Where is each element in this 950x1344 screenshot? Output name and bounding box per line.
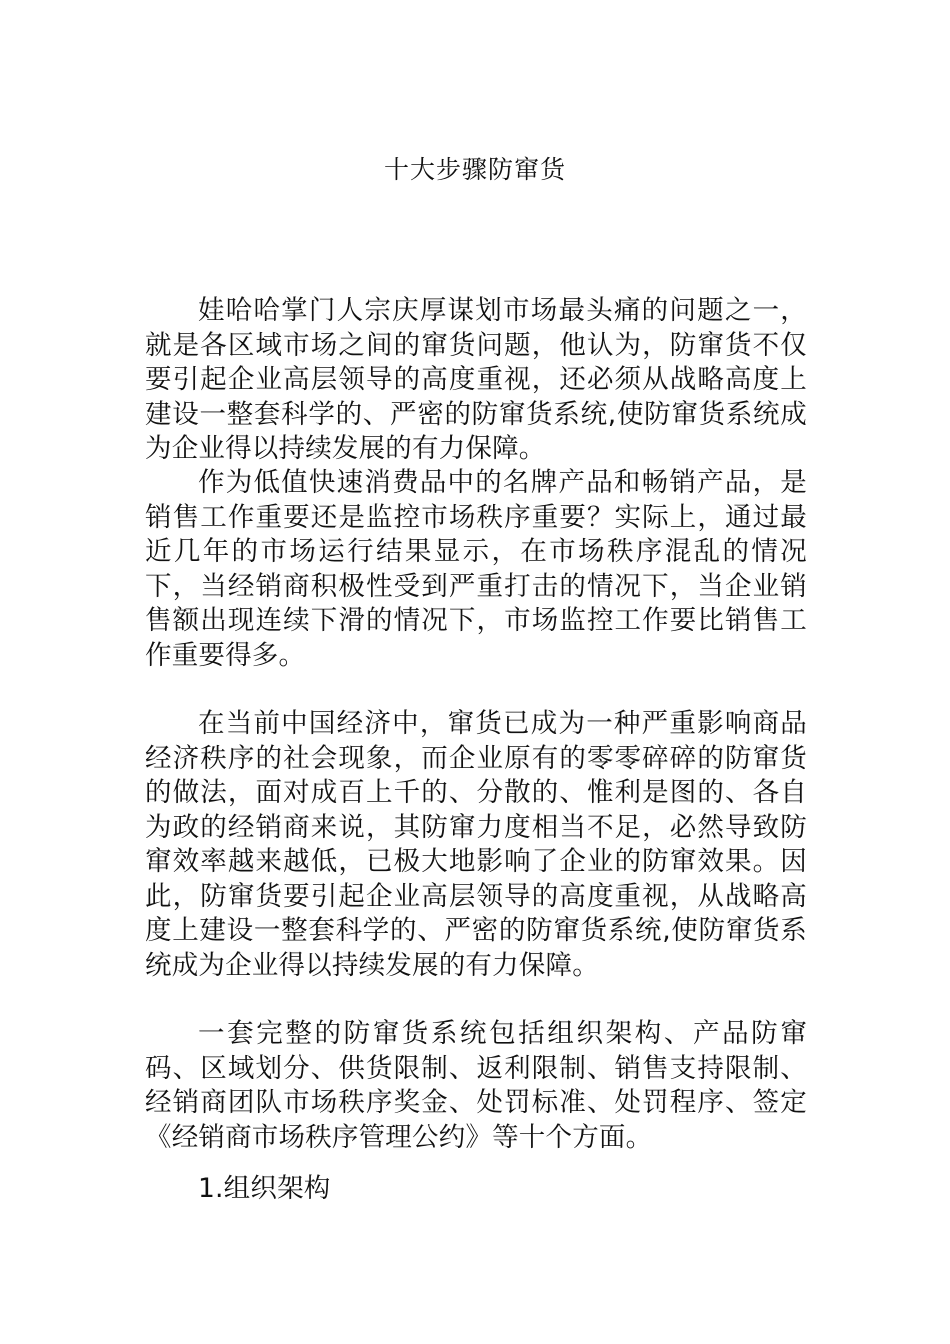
paragraph-text: 作为低值快速消费品中的名牌产品和畅销产品，是销售工作重要还是监控市场秩序重要？实际上，通过最近几年的市场运行结果显示，在市场秩序混乱的情况下，当经销商积极性受到严重打击的情况下，当企业销售额出现连续下滑的情况下，市场监控工作要比销售工作重要得多。 [145, 467, 807, 671]
document-title: 十大步骤防窜货 [383, 155, 566, 184]
paragraph-text: 娃哈哈掌门人宗庆厚谋划市场最头痛的问题之一，就是各区域市场之间的窜货问题，他认为，防窜货不仅要引起企业高层领导的高度重视，还必须从战略高度上建设一整套科学的、严密的防窜货系统,使防窜货系统成为企业得以持续发展的有力保障。 [145, 295, 807, 464]
paragraph-1 [145, 294, 807, 467]
paragraph-text: 一套完整的防窜货系统包括组织架构、产品防窜码、区域划分、供货限制、返利限制、销售支持限制、经销商团队市场秩序奖金、处罚标准、处罚程序、签定《经销商市场秩序管理公约》等十个方面。 [145, 1018, 807, 1153]
section-heading [145, 1172, 807, 1207]
paragraph-2 [145, 466, 807, 673]
paragraph-4 [145, 1017, 807, 1155]
section-heading-text: 1.组织架构 [198, 1173, 331, 1204]
paragraph-3 [145, 707, 807, 983]
paragraph-text: 在当前中国经济中，窜货已成为一种严重影响商品经济秩序的社会现象，而企业原有的零零碎碎的防窜货的做法，面对成百上千的、分散的、惟利是图的、各自为政的经销商来说，其防窜力度相当不足，必然导致防窜效率越来越低，已极大地影响了企业的防窜效果。因此，防窜货要引起企业高层领导的高度重视，从战略高度上建设一整套科学的、严密的防窜货系统,使防窜货系统成为企业得以持续发展的有力保障。 [145, 708, 807, 981]
